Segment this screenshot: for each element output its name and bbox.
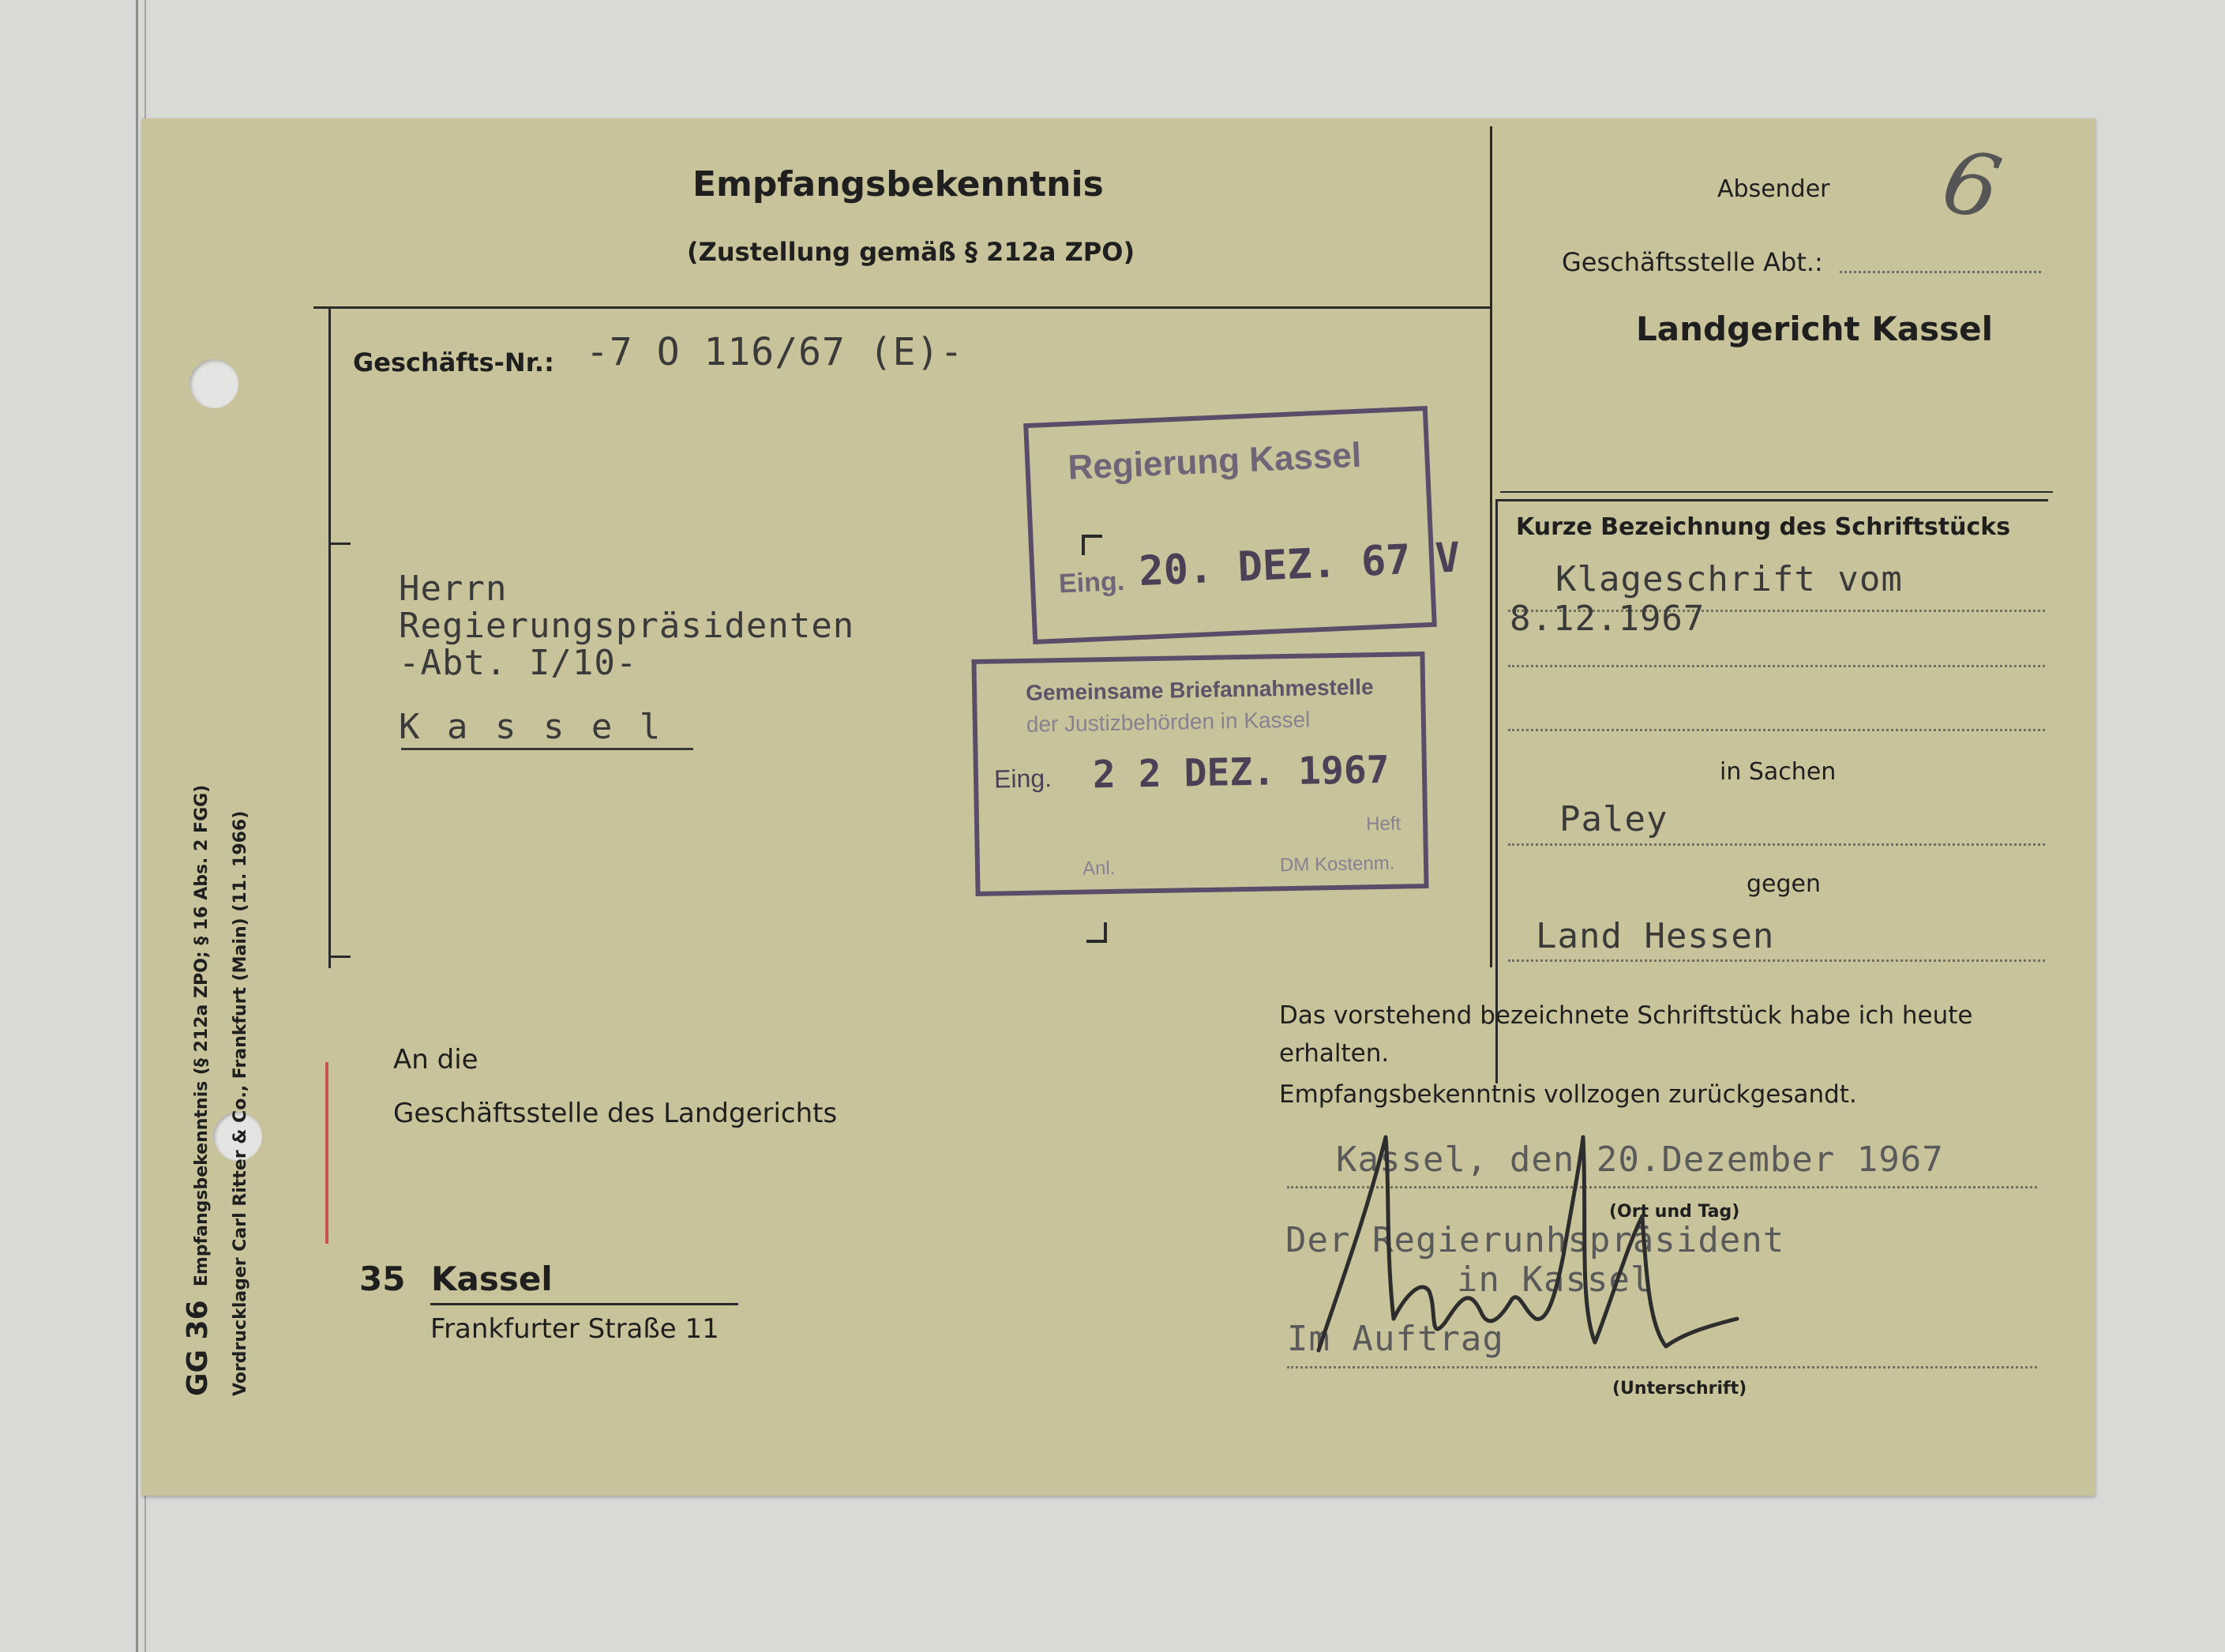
- stamp1-date: 20. DEZ. 67 V: [1138, 534, 1461, 596]
- receipt-statement-line-3: Empfangsbekenntnis vollzogen zurückgesandt.: [1279, 1080, 1857, 1109]
- return-street: Frankfurter Straße 11: [430, 1313, 719, 1345]
- office-dotted-line: [1840, 271, 2041, 273]
- doc-line-2-dots: [1508, 665, 2045, 667]
- stamp-regierung-kassel: [1023, 406, 1461, 644]
- stamp1-prefix: Eing.: [1058, 565, 1125, 599]
- authority-line-1: Der Regierunhspräsident: [1285, 1220, 1785, 1260]
- punch-hole-top: [189, 359, 238, 408]
- signature-caption: (Unterschrift): [1612, 1379, 1747, 1399]
- side-print-publisher: [231, 811, 250, 1396]
- sender-bottom-rule: [1500, 491, 2053, 493]
- return-postcode: 35: [359, 1260, 406, 1298]
- addressee-line-3: -Abt. I/10-: [399, 643, 638, 683]
- defendant-name: Land Hessen: [1536, 916, 1775, 956]
- place-date-caption: (Ort und Tag): [1609, 1202, 1740, 1222]
- case-number-label: Geschäfts-Nr.:: [353, 347, 554, 377]
- im-auftrag: Im Auftrag: [1287, 1319, 1504, 1359]
- gegen-label: gegen: [1747, 870, 1822, 898]
- addressee-city: K a s s e l: [399, 707, 664, 747]
- stamp2-kosten: DM Kostenm.: [1279, 852, 1395, 877]
- stamp2-date: 2 2 DEZ. 1967: [1092, 747, 1390, 798]
- return-office: Geschäftsstelle des Landgerichts: [393, 1098, 838, 1129]
- receipt-statement-line-1: Das vorstehend bezeichnete Schriftstück habe ich heute: [1279, 1001, 1973, 1030]
- return-city: Kassel: [431, 1260, 553, 1298]
- court-name: Landgericht Kassel: [1636, 310, 1993, 348]
- in-sachen-label: in Sachen: [1720, 758, 1837, 786]
- frame-top: [313, 306, 1491, 309]
- stamp1-title: Regierung Kassel: [1067, 435, 1363, 487]
- side-print-form: [182, 785, 214, 1396]
- page-number-handwritten: 6: [1934, 130, 2009, 240]
- stamp2-anl: Anl.: [1082, 857, 1116, 880]
- form-text: Empfangsbekenntnis (§ 212a ZPO; § 16 Abs. 2 FGG): [192, 784, 212, 1287]
- return-an-die: An die: [393, 1044, 478, 1076]
- addressee-city-underline: [401, 748, 693, 750]
- stamp2-heft: Heft: [1365, 813, 1401, 835]
- case-number-value: -7 O 116/67 (E)-: [586, 330, 964, 374]
- binder-edge-left: [136, 0, 138, 1652]
- frame-left: [328, 306, 331, 968]
- plaintiff-name: Paley: [1559, 799, 1668, 839]
- red-margin-mark: [325, 1062, 328, 1244]
- publisher-text: Vordrucklager Carl Ritter & Co., Frankfurt (Main) (11. 1966): [231, 810, 250, 1396]
- doc-box-left: [1495, 499, 1498, 1083]
- frame-left-tick-bottom: [328, 956, 351, 958]
- form-code: GG 36: [182, 1300, 214, 1396]
- form-title: Empfangsbekenntnis: [692, 164, 1104, 205]
- doc-line-3-dots: [1508, 729, 2045, 731]
- handwritten-signature: [1311, 1121, 1753, 1358]
- stamp2-prefix: Eing.: [993, 764, 1052, 794]
- defendant-dots: [1508, 959, 2045, 962]
- return-city-underline: [430, 1303, 738, 1305]
- window-corner-mark-bottom: [1086, 922, 1107, 943]
- stamp-briefannahmestelle: [971, 651, 1428, 896]
- receipt-statement-line-2: erhalten.: [1279, 1039, 1390, 1068]
- authority-line-2: in Kassel: [1457, 1260, 1653, 1300]
- stamp2-title: Gemeinsame Briefannahmestelle: [1025, 674, 1374, 705]
- plaintiff-dots: [1508, 843, 2045, 846]
- signature-dots: [1287, 1366, 2037, 1369]
- receipt-form-card: [142, 118, 2096, 1496]
- doc-box-top: [1495, 499, 2048, 501]
- doc-description-line-1: Klageschrift vom: [1555, 559, 1903, 599]
- right-column-divider: [1490, 126, 1492, 967]
- form-subtitle: (Zustellung gemäß § 212a ZPO): [687, 237, 1135, 267]
- office-label: Geschäftsstelle Abt.:: [1562, 247, 1823, 277]
- frame-left-tick-top: [328, 543, 351, 545]
- receipt-place-date: Kassel, den 20.Dezember 1967: [1336, 1140, 1944, 1180]
- doc-description-line-2: 8.12.1967: [1510, 599, 1705, 639]
- stamp2-subtitle: der Justizbehörden in Kassel: [1026, 707, 1311, 737]
- addressee-line-1: Herrn: [399, 569, 508, 609]
- addressee-line-2: Regierungspräsidenten: [399, 606, 855, 646]
- sender-label: Absender: [1717, 175, 1830, 203]
- doc-description-label: Kurze Bezeichnung des Schriftstücks: [1516, 513, 2011, 541]
